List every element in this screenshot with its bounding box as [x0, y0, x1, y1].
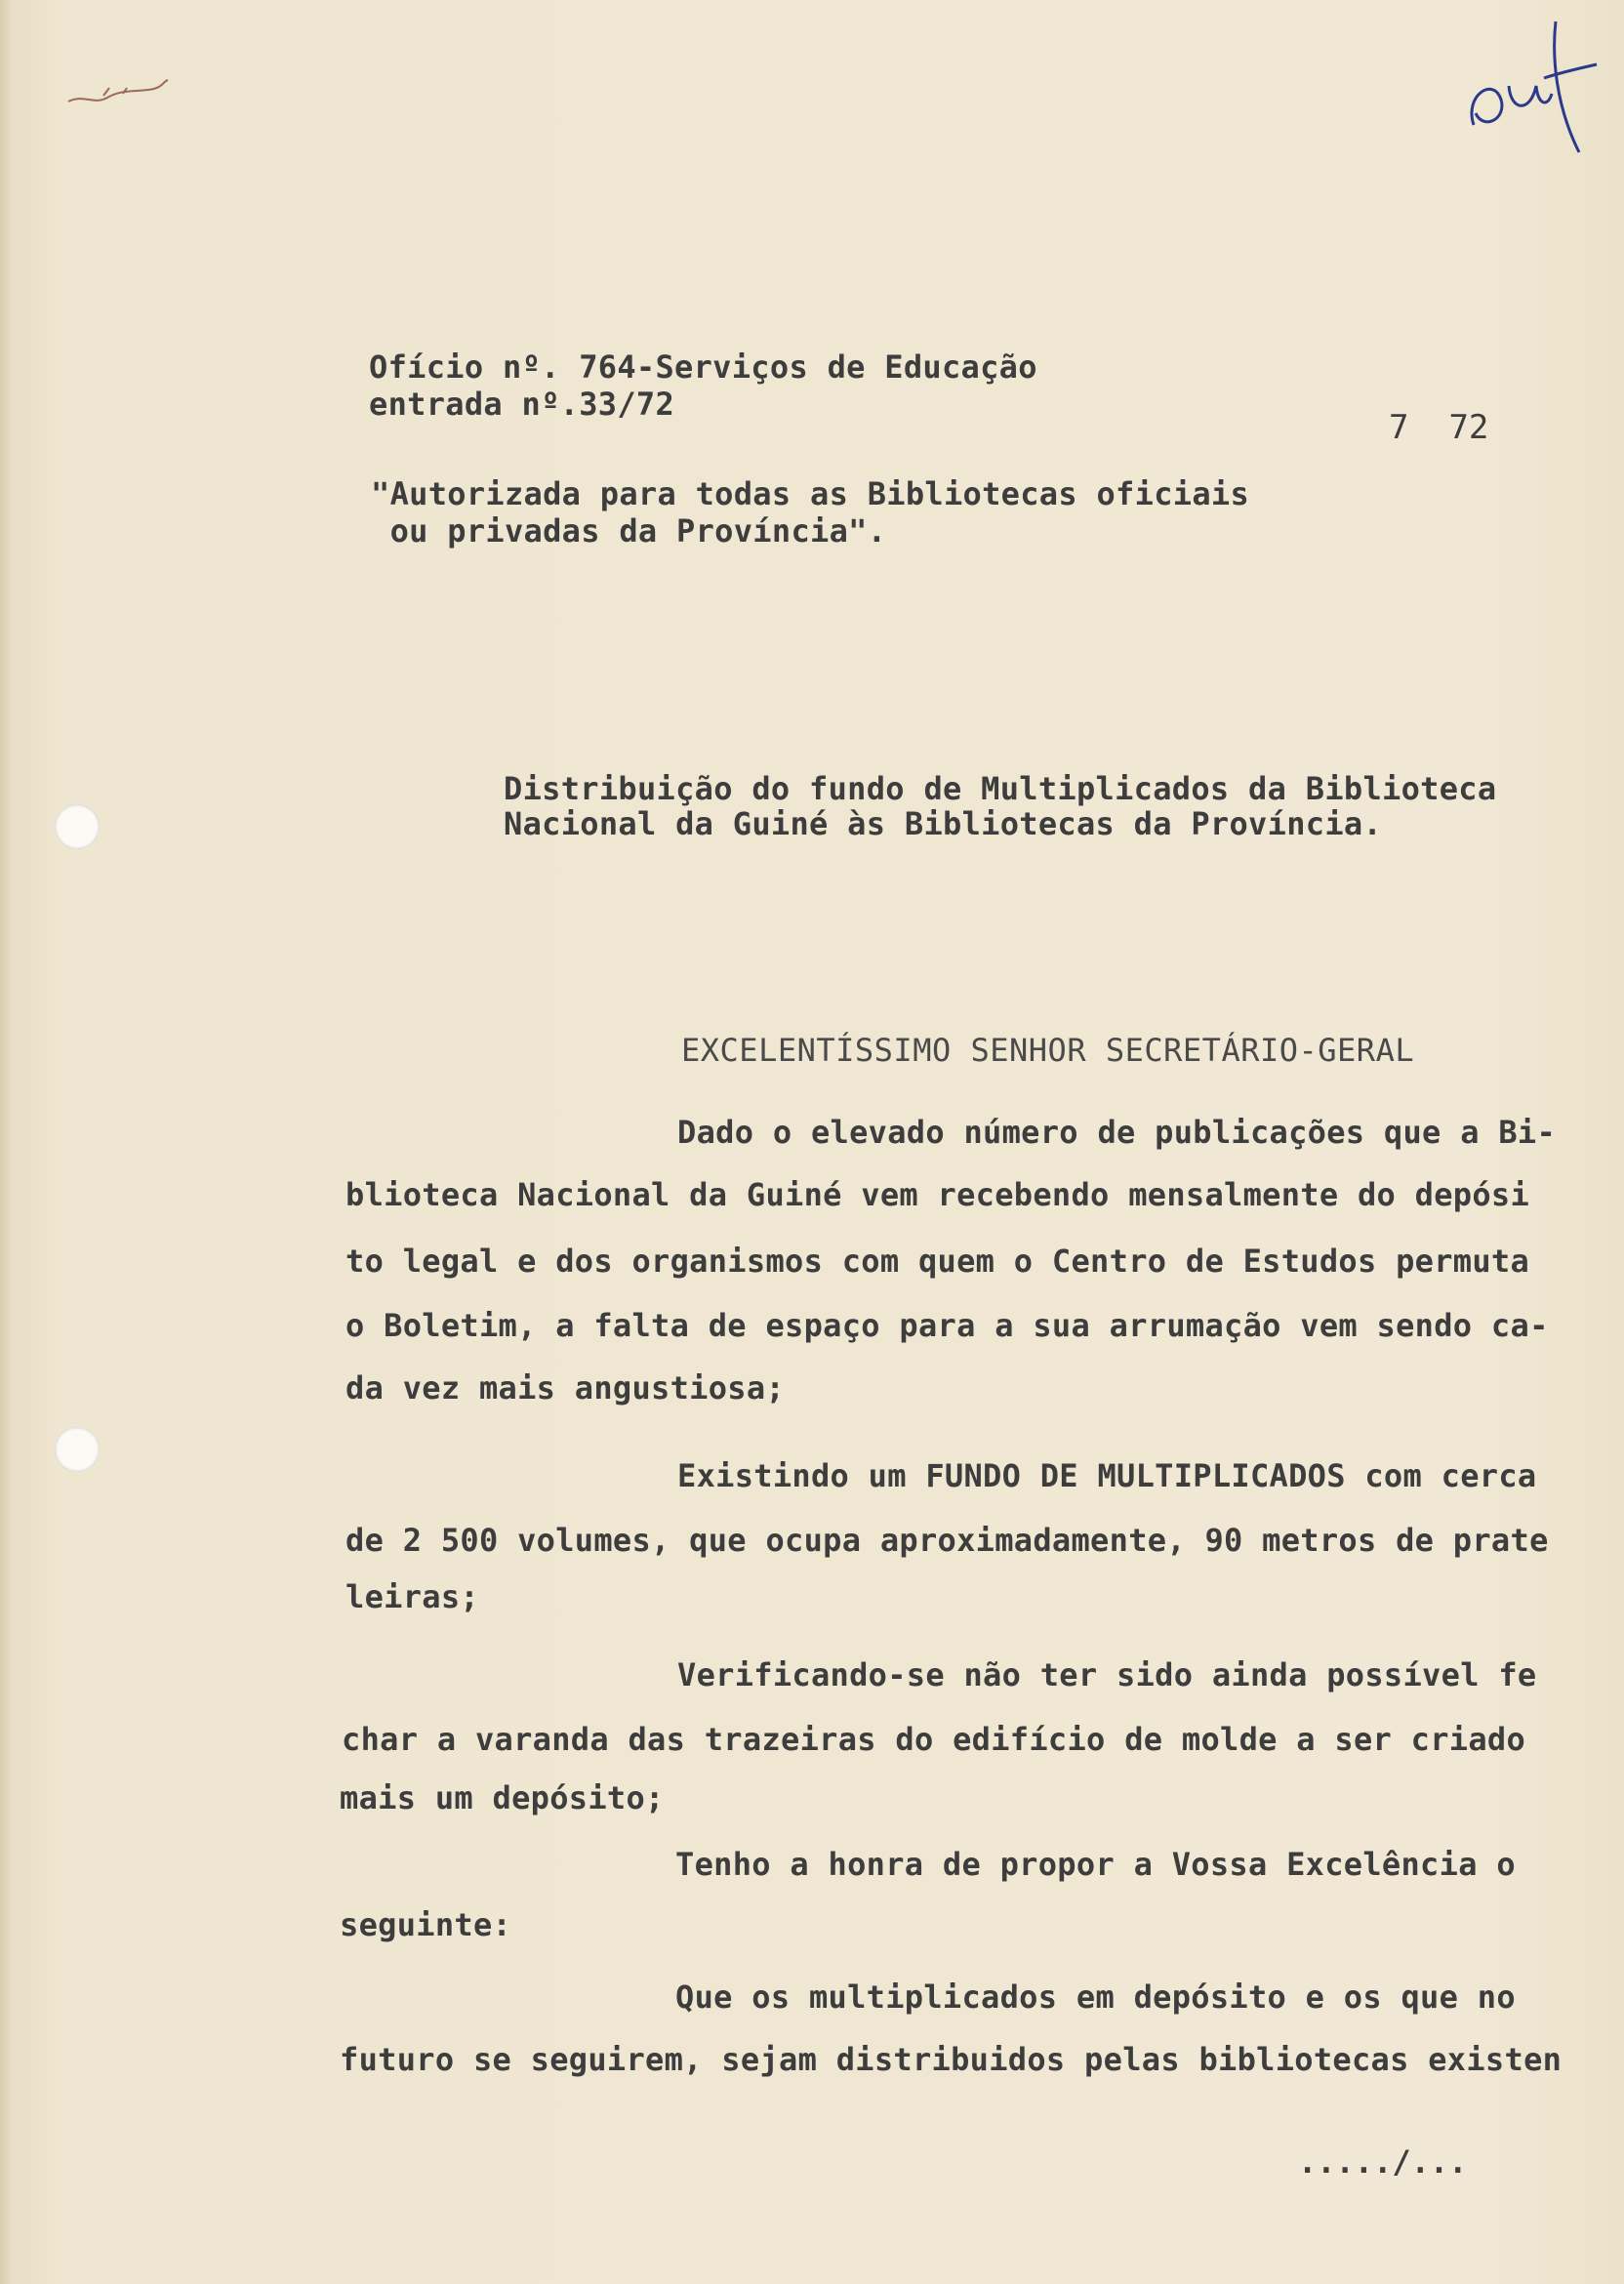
paragraph-1-line-4: o Boletim, a falta de espaço para a sua arrumação vem sendo ca-	[345, 1307, 1549, 1344]
punch-hole-upper	[55, 804, 100, 849]
page-edge	[0, 0, 14, 2284]
paragraph-2-line-2: de 2 500 volumes, que ocupa aproximadamente, 90 metros de prate	[345, 1522, 1549, 1559]
paragraph-1-line-2: blioteca Nacional da Guiné vem recebendo mensalmente do depósi	[345, 1176, 1530, 1213]
paragraph-1-line-1: Dado o elevado número de publicações que a Bi-	[677, 1114, 1557, 1151]
paragraph-5-line-2: futuro se seguirem, sejam distribuidos pelas bibliotecas existen	[340, 2041, 1563, 2078]
punch-hole-lower	[55, 1427, 100, 1472]
subject-line-1: Distribuição do fundo de Multiplicados da Biblioteca	[504, 770, 1497, 807]
subject-line-2: Nacional da Guiné às Bibliotecas da Província.	[504, 805, 1383, 842]
date-reference	[1389, 408, 1488, 447]
paragraph-5-line-1: Que os multiplicados em depósito e os que no	[675, 1978, 1516, 2016]
paragraph-1-line-3: to legal e dos organismos com quem o Centro de Estudos permuta	[345, 1243, 1530, 1280]
date-day: 7	[1389, 408, 1409, 447]
authorization-note-line-1: "Autorizada para todas as Bibliotecas oficiais	[371, 475, 1250, 512]
continuation-marker: ...../...	[1298, 2143, 1468, 2181]
entry-number: entrada nº.33/72	[369, 386, 675, 423]
corner-pencil-mark	[64, 72, 172, 111]
paragraph-2-line-3: leiras;	[345, 1578, 479, 1615]
salutation: EXCELENTÍSSIMO SENHOR SECRETÁRIO-GERAL	[681, 1032, 1415, 1069]
authorization-note-line-2: ou privadas da Província".	[371, 512, 887, 550]
date-year: 72	[1448, 408, 1489, 447]
paragraph-3-line-2: char a varanda das trazeiras do edifício de molde a ser criado	[342, 1721, 1526, 1758]
paragraph-4-line-2: seguinte:	[340, 1906, 512, 1943]
paragraph-4-line-1: Tenho a honra de propor a Vossa Excelência o	[675, 1846, 1516, 1883]
paragraph-3-line-3: mais um depósito;	[340, 1779, 665, 1816]
paragraph-2-line-1: Existindo um FUNDO DE MULTIPLICADOS com cerca	[677, 1457, 1537, 1494]
paragraph-3-line-1: Verificando-se não ter sido ainda possível fe	[677, 1656, 1537, 1693]
handwritten-initials	[1454, 18, 1601, 154]
office-number: Ofício nº. 764-Serviços de Educação	[369, 348, 1037, 386]
paragraph-1-line-5: da vez mais angustiosa;	[345, 1369, 786, 1407]
